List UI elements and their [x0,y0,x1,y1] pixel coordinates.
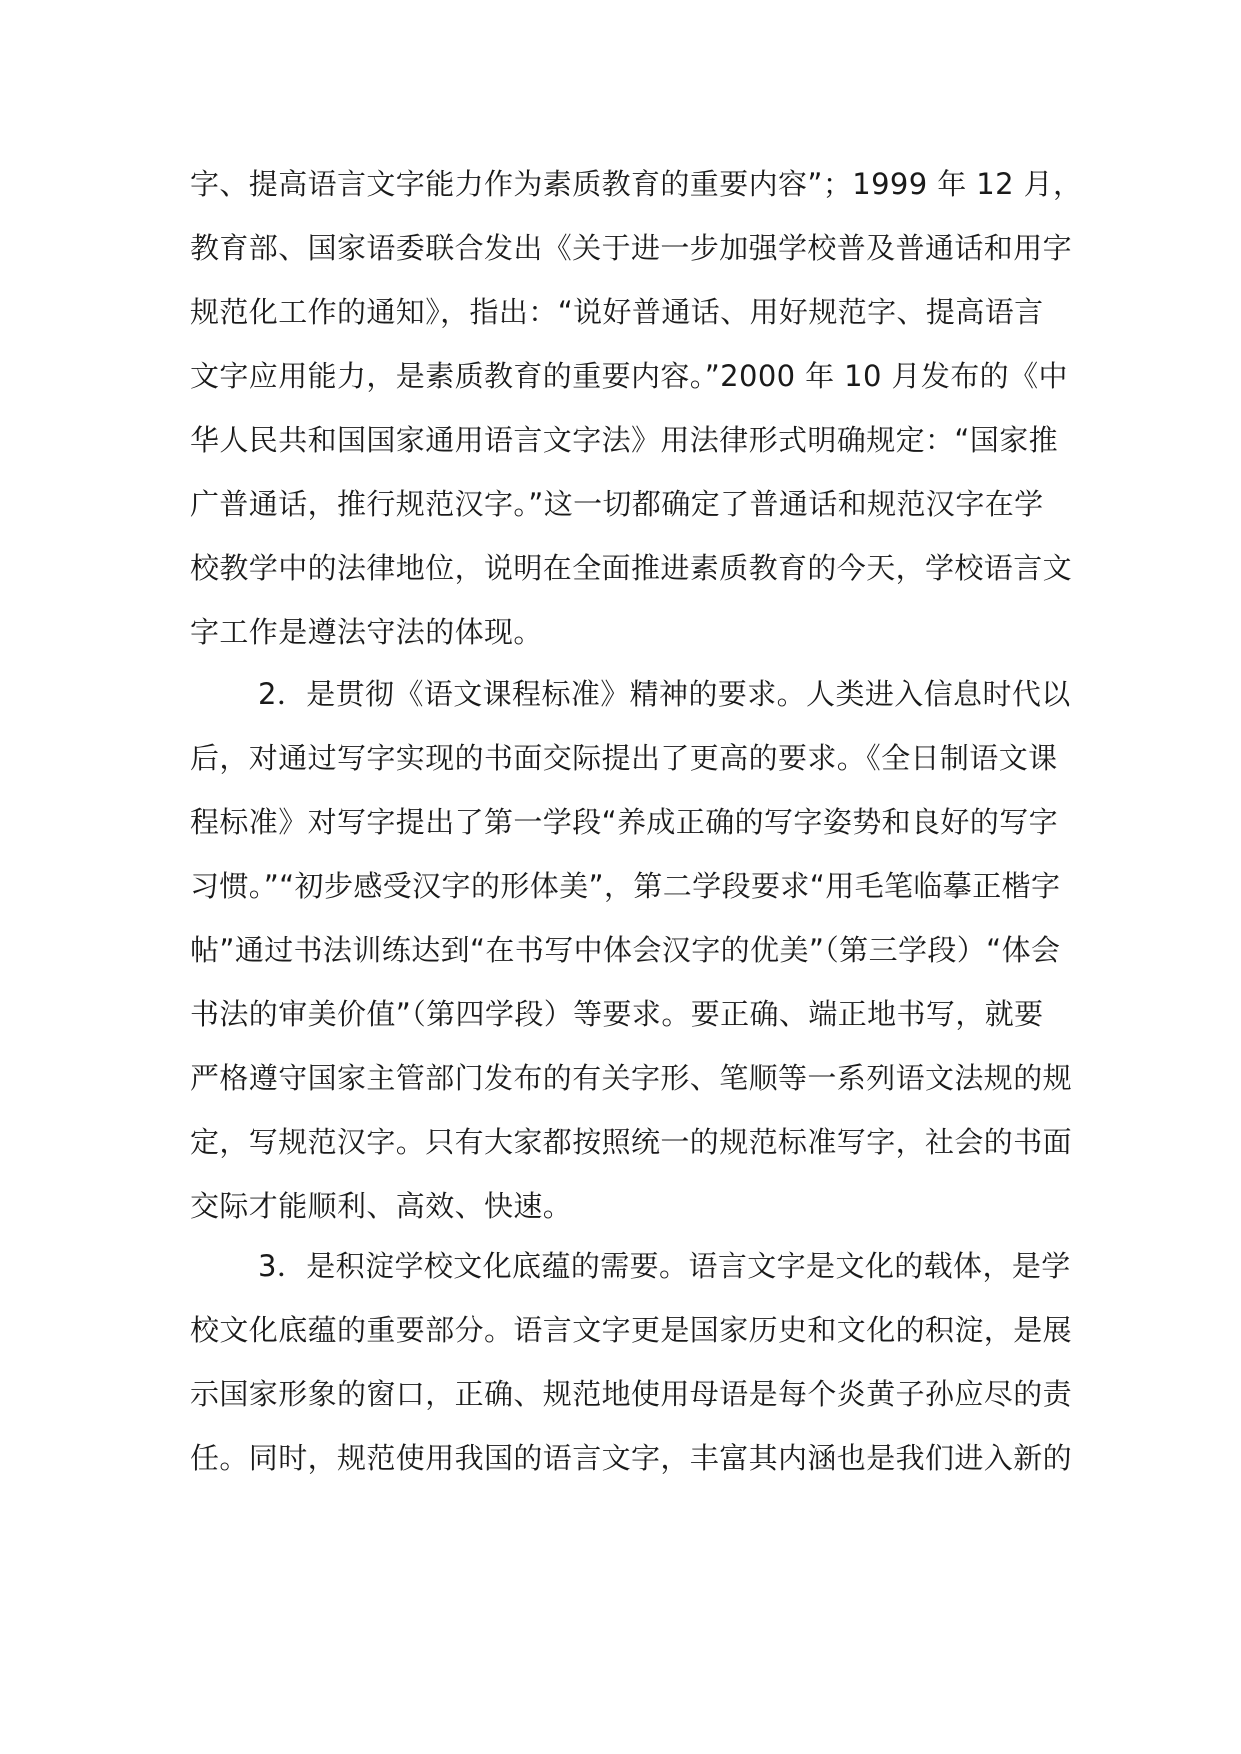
paragraph-legal-basis [190,152,1083,664]
text-line: 程标准》对写字提出了第一学段“养成正确的写字姿势和良好的写字 [190,805,1059,839]
text-line: 帖”通过书法训练达到“在书写中体会汉字的优美”（第三学段）“体会 [190,933,1061,967]
text-line: 字工作是遵法守法的体现。 [190,615,543,649]
text-line: 校文化底蕴的重要部分。语言文字更是国家历史和文化的积淀，是展 [190,1313,1073,1347]
text-line: 字、提高语言文字能力作为素质教育的重要内容”；1999 年 12 月， [190,167,1083,201]
text-line: 后，对通过写字实现的书面交际提出了更高的要求。《全日制语文课 [190,741,1058,775]
paragraph-curriculum-standard [190,662,1073,1238]
text-line: 规范化工作的通知》，指出：“说好普通话、用好规范字、提高语言 [190,295,1044,329]
text-line: 严格遵守国家主管部门发布的有关字形、笔顺等一系列语文法规的规 [190,1061,1073,1095]
text-line: 华人民共和国国家通用语言文字法》用法律形式明确规定：“国家推 [190,423,1059,457]
text-line: 校教学中的法律地位，说明在全面推进素质教育的今天，学校语言文 [190,551,1073,585]
text-line: 教育部、国家语委联合发出《关于进一步加强学校普及普通话和用字 [190,231,1073,265]
text-line: 任。同时，规范使用我国的语言文字，丰富其内涵也是我们进入新的 [190,1441,1073,1475]
text-line: 定，写规范汉字。只有大家都按照统一的规范标准写字，社会的书面 [190,1125,1073,1159]
text-line: 书法的审美价值”（第四学段）等要求。要正确、端正地书写，就要 [190,997,1044,1031]
text-line: 交际才能顺利、高效、快速。 [190,1189,573,1223]
text-line: 文字应用能力，是素质教育的重要内容。”2000 年 10 月发布的《中 [190,359,1068,393]
text-line: 广普通话，推行规范汉字。”这一切都确定了普通话和规范汉字在学 [190,487,1044,521]
text-line: 2．是贯彻《语文课程标准》精神的要求。人类进入信息时代以 [258,677,1071,711]
text-line: 3．是积淀学校文化底蕴的需要。语言文字是文化的载体，是学 [258,1249,1071,1283]
text-line: 示国家形象的窗口，正确、规范地使用母语是每个炎黄子孙应尽的责 [190,1377,1073,1411]
text-line: 习惯。”“初步感受汉字的形体美”，第二学段要求“用毛笔临摹正楷字 [190,869,1061,903]
paragraph-school-culture [190,1234,1073,1490]
